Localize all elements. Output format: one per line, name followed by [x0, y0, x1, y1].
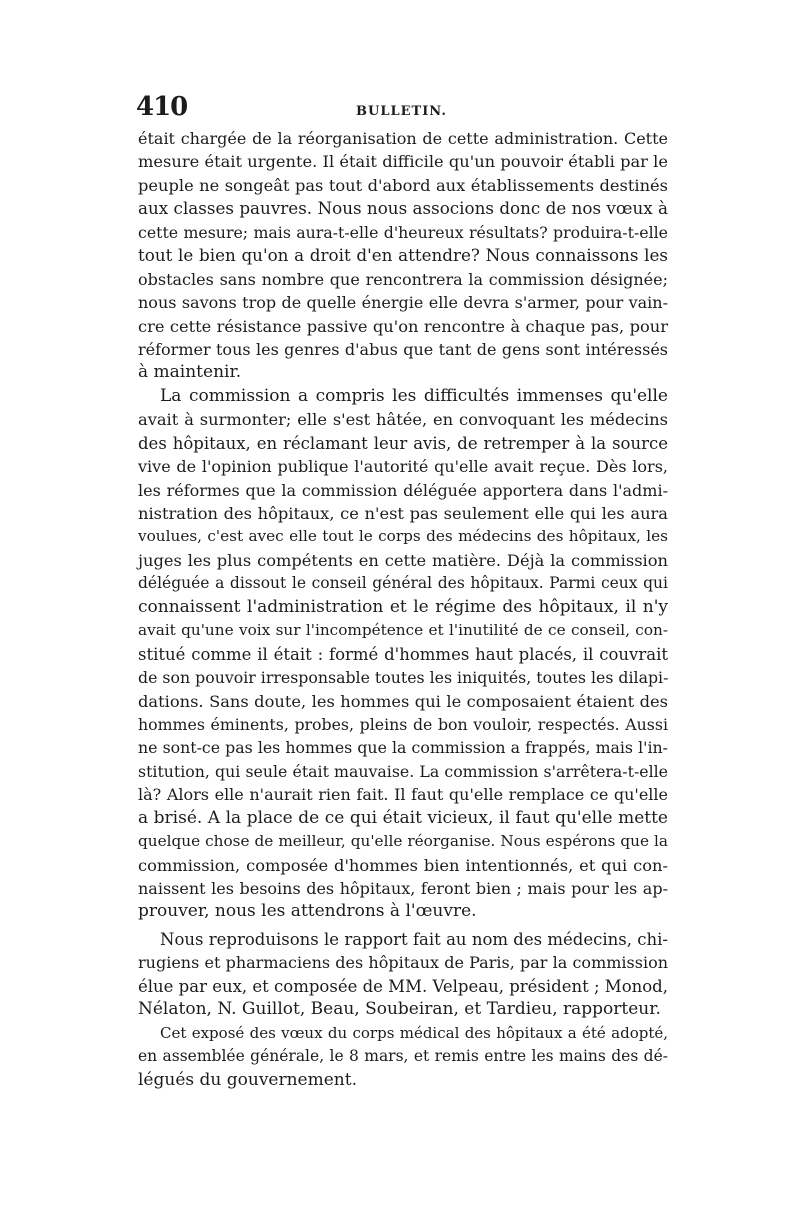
text-line: légués du gouvernement.: [138, 1069, 357, 1090]
paragraph-1: [138, 127, 668, 385]
body-text: [138, 127, 668, 1092]
page-number: 410: [136, 92, 188, 122]
text-line: naissent les besoins des hôpitaux, feront bien ; mais pour les ap-: [138, 879, 668, 898]
text-line: nistration des hôpitaux, ce n'est pas seulement elle qui les aura: [138, 504, 668, 523]
text-line: connaissent l'administration et le régime des hôpitaux, il n'y: [138, 596, 668, 617]
text-line: en assemblée générale, le 8 mars, et remis entre les mains des dé-: [138, 1047, 668, 1066]
text-line: nous savons trop de quelle énergie elle devra s'armer, pour vain-: [138, 293, 668, 313]
text-line: réformer tous les genres d'abus que tant de gens sont intéressés: [138, 339, 668, 359]
text-line: cre cette résistance passive qu'on rencontre à chaque pas, pour: [138, 316, 668, 336]
text-line: vive de l'opinion publique l'autorité qu'elle avait reçue. Dès lors,: [138, 457, 668, 477]
paragraph-4: [138, 1022, 668, 1092]
text-line: avait à surmonter; elle s'est hâtée, en convoquant les médecins: [138, 410, 668, 430]
text-line: voulues, c'est avec elle tout le corps des médecins des hôpitaux, les: [138, 527, 668, 546]
text-line: les réformes que la commission déléguée apportera dans l'admi-: [138, 480, 668, 500]
text-line: quelque chose de meilleur, qu'elle réorganise. Nous espérons que la: [138, 832, 668, 851]
text-line: de son pouvoir irresponsable toutes les iniquités, toutes les dilapi-: [138, 668, 669, 688]
text-line: était chargée de la réorganisation de cette administration. Cette: [138, 129, 668, 148]
page-header: [136, 92, 666, 132]
text-line: avait qu'une voix sur l'incompétence et l'inutilité de ce conseil, con-: [138, 621, 668, 640]
paragraph-3: [138, 928, 668, 1022]
text-line: des hôpitaux, en réclamant leur avis, de retremper à la source: [138, 433, 668, 453]
text-line: dations. Sans doute, les hommes qui le composaient étaient des: [138, 691, 668, 711]
text-line: Nélaton, N. Guillot, Beau, Soubeiran, et Tardieu, rapporteur.: [138, 999, 661, 1020]
text-line: à maintenir.: [138, 362, 242, 383]
text-line: stitué comme il était : formé d'hommes haut placés, il couvrait: [138, 644, 668, 664]
text-line: juges les plus compétents en cette matière. Déjà la commission: [138, 550, 668, 570]
text-line: Cet exposé des vœux du corps médical des hôpitaux a été adopté,: [160, 1023, 668, 1042]
text-line: La commission a compris les difficultés immenses qu'elle: [160, 385, 668, 406]
text-line: prouver, nous les attendrons à l'œuvre.: [138, 901, 477, 922]
text-line: rugiens et pharmaciens des hôpitaux de Paris, par la commission: [138, 953, 668, 973]
text-line: ne sont-ce pas les hommes que la commission a frappés, mais l'in-: [138, 738, 668, 758]
text-line: tout le bien qu'on a droit d'en attendre? Nous connaissons les: [138, 245, 668, 266]
text-line: cette mesure; mais aura-t-elle d'heureux résultats? produira-t-elle: [138, 222, 668, 242]
text-line: a brisé. A la place de ce qui était vicieux, il faut qu'elle mette: [138, 807, 668, 828]
text-line: hommes éminents, probes, pleins de bon vouloir, respectés. Aussi: [138, 714, 668, 734]
text-line: mesure était urgente. Il était difficile qu'un pouvoir établi par le: [138, 152, 668, 172]
text-line: obstacles sans nombre que rencontrera la commission désignée;: [138, 269, 668, 289]
paragraph-2: [138, 385, 668, 924]
text-line: aux classes pauvres. Nous nous associons donc de nos vœux à: [138, 198, 668, 219]
text-line: là? Alors elle n'aurait rien fait. Il faut qu'elle remplace ce qu'elle: [138, 785, 668, 805]
text-line: déléguée a dissout le conseil général des hôpitaux. Parmi ceux qui: [138, 574, 668, 593]
text-line: Nous reproduisons le rapport fait au nom des médecins, chi-: [160, 929, 668, 949]
text-line: commission, composée d'hommes bien intentionnés, et qui con-: [138, 855, 668, 875]
text-line: élue par eux, et composée de MM. Velpeau, président ; Monod,: [138, 976, 668, 996]
text-line: stitution, qui seule était mauvaise. La commission s'arrêtera-t-elle: [138, 761, 668, 781]
running-head: BULLETIN.: [356, 104, 447, 119]
text-line: peuple ne songeât pas tout d'abord aux établissements destinés: [138, 175, 668, 195]
